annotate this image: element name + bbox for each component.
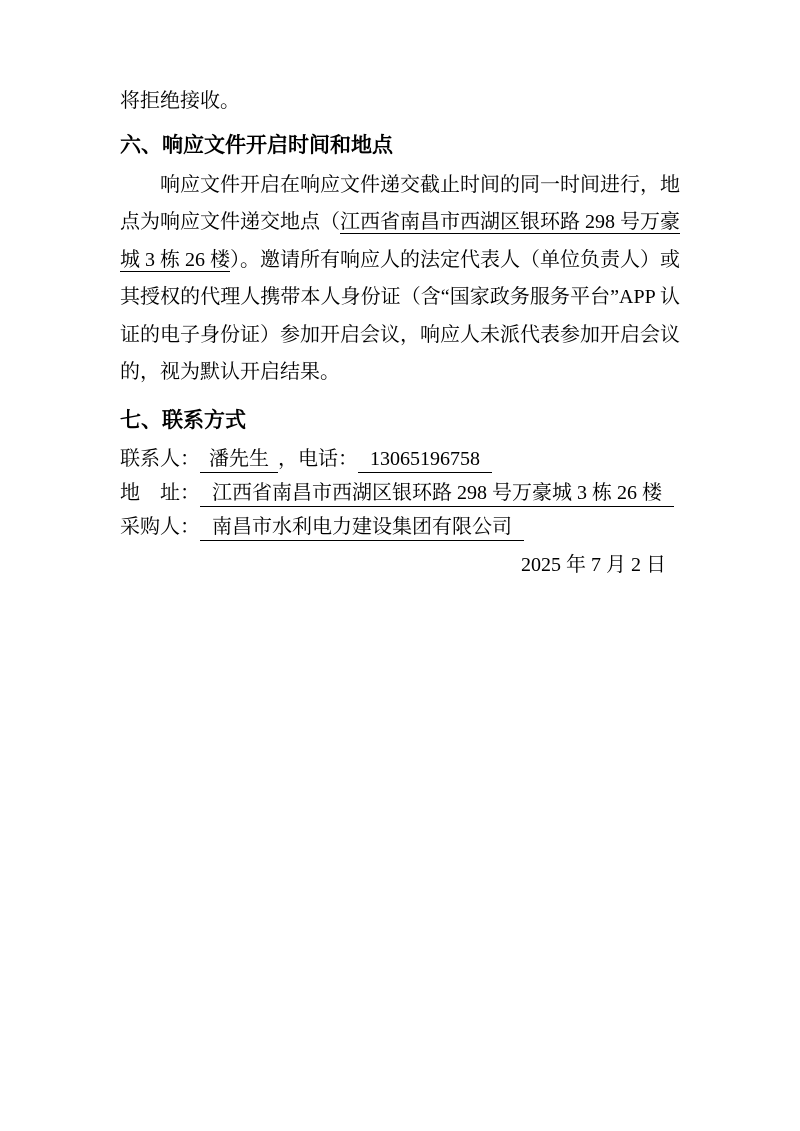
address-value: 江西省南昌市西湖区银环路 298 号万豪城 3 栋 26 楼 <box>200 481 674 507</box>
opening-paragraph-text-1: 响应文件开启在响应文件递交截止时间的同一时间进行，地点为响应文件递交地点（ <box>120 173 680 233</box>
buyer-label: 采购人： <box>120 515 200 538</box>
buyer-value: 南昌市水利电力建设集团有限公司 <box>200 515 524 541</box>
opening-address-underlined: 江西省南昌市西湖区银环路 298 号万豪城 3 栋 26 楼 <box>120 211 680 271</box>
opening-paragraph <box>120 167 680 392</box>
contact-person-value: 潘先生 <box>200 447 278 473</box>
contact-person-line <box>120 445 680 473</box>
continuation-paragraph: 将拒绝接收。 <box>120 90 240 112</box>
contact-phone-label: ，电话： <box>278 447 358 470</box>
section-heading-opening: 六、响应文件开启时间和地点 <box>120 133 393 157</box>
opening-paragraph-text-2: ）。邀请所有响应人的法定代表人（单位负责人）或其授权的代理人携带本人身份证（含“国家政务服务平台”APP 认证的电子身份证）参加开启会议，响应人未派代表参加开启会议的，视为默认开启结果。 <box>120 248 680 383</box>
buyer-line <box>120 513 680 541</box>
contact-phone-value: 13065196758 <box>358 447 492 473</box>
address-line <box>120 479 680 507</box>
section-heading-contact: 七、联系方式 <box>120 408 246 432</box>
contact-person-label: 联系人： <box>120 447 200 470</box>
signature-date: 2025 年 7 月 2 日 <box>521 553 666 576</box>
address-label: 地 址： <box>120 481 200 504</box>
